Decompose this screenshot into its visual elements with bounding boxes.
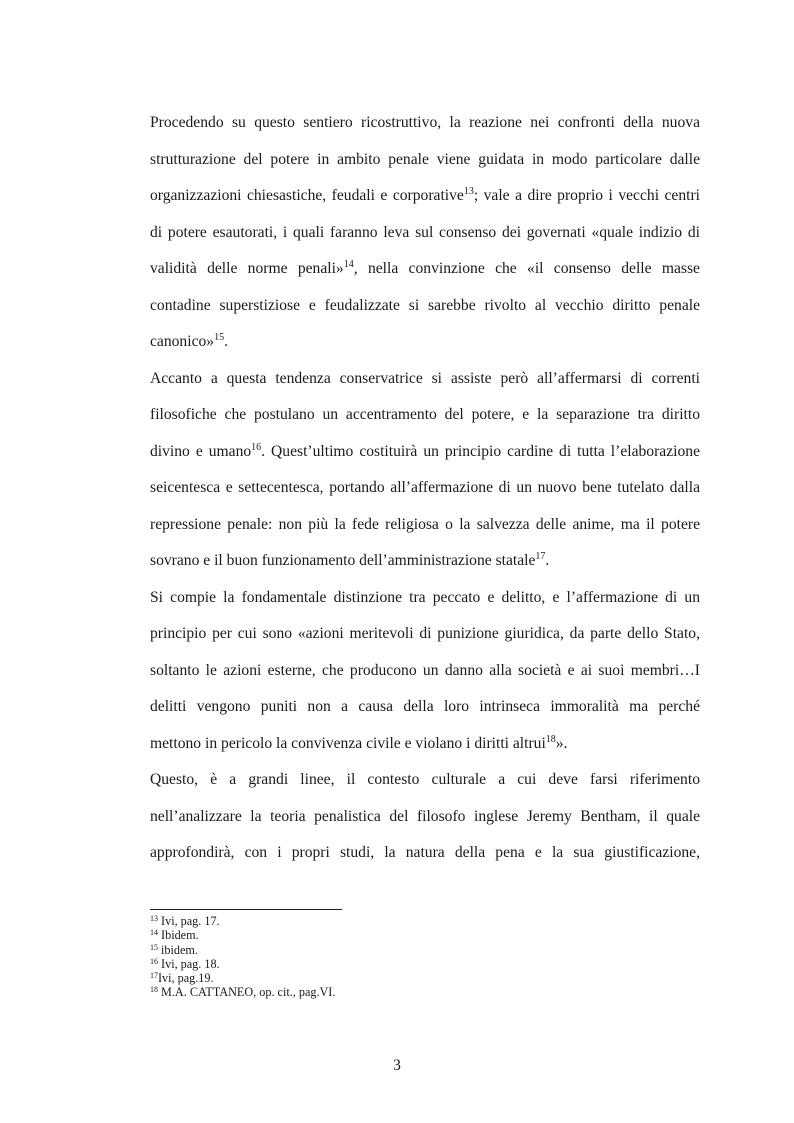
text-segment: repressione penale: non più la fede religiosa o la salvezza delle anime, ma il potere: [150, 515, 700, 533]
footnote: [150, 957, 550, 971]
footnote-number: 18: [150, 985, 158, 995]
text-line: [150, 839, 700, 876]
text-line: [150, 730, 700, 767]
footnote-reference: 15: [214, 332, 225, 343]
text-line: [150, 182, 700, 219]
text-line: [150, 693, 700, 730]
text-segment: Questo, è a grandi linee, il contesto culturale a cui deve farsi riferimento: [150, 771, 700, 788]
text-line: [150, 474, 700, 511]
footnote-separator: [150, 909, 342, 910]
text-segment: Procedendo su questo sentiero ricostruttivo, la reazione nei confronti della nuova: [150, 114, 700, 131]
text-segment: approfondirà, con i propri studi, la natura della pena e la sua giustificazione,: [150, 844, 700, 861]
text-segment: ».: [555, 734, 568, 752]
text-segment: delitti vengono puniti non a causa della loro intrinseca immoralità ma perché: [150, 698, 700, 715]
footnote-number: 16: [150, 956, 158, 966]
footnote: [150, 928, 550, 942]
footnote-reference: 17: [535, 551, 546, 562]
text-line: [150, 109, 700, 146]
footnote-text: Ivi, pag. 18.: [158, 956, 220, 971]
text-segment: validità delle norme penali»: [150, 260, 344, 277]
text-line: [150, 620, 700, 657]
text-segment: ; vale a dire proprio i vecchi centri: [473, 187, 700, 204]
text-line: [150, 292, 700, 329]
text-segment: Si compie la fondamentale distinzione tra peccato e delitto, e l’affermazione di un: [150, 588, 700, 606]
text-segment: contadine superstiziose e feudalizzate si sarebbe rivolto al vecchio diritto penale: [150, 296, 700, 314]
text-segment: nell’analizzare la teoria penalistica del filosofo inglese Jeremy Bentham, il quale: [150, 807, 700, 825]
text-line: [150, 547, 700, 584]
text-line: [150, 511, 700, 548]
text-line: [150, 766, 700, 803]
footnote-text: M.A. CATTANEO, op. cit., pag.VI.: [158, 985, 336, 1000]
text-line: [150, 219, 700, 256]
footnote-text: Ibidem.: [158, 928, 199, 943]
footnote: [150, 971, 550, 985]
body-text: [150, 109, 700, 876]
footnote: [150, 914, 550, 928]
text-segment: .: [224, 333, 228, 350]
footnote-number: 13: [150, 914, 158, 923]
text-segment: soltanto le azioni esterne, che producono un danno alla società e ai suoi membri…I: [150, 661, 700, 679]
text-segment: . Quest’ultimo costituirà un principio cardine di tutta l’elaborazione: [261, 442, 700, 460]
footnote-text: ibidem.: [158, 942, 198, 957]
text-line: [150, 365, 700, 402]
text-line: [150, 146, 700, 183]
footnote-reference: 13: [463, 186, 474, 197]
text-line: [150, 584, 700, 621]
text-segment: di potere esautorati, i quali faranno leva sul consenso dei governati «quale indizio di: [150, 223, 700, 241]
text-segment: , nella convinzione che «il consenso delle masse: [353, 260, 700, 277]
text-line: [150, 657, 700, 694]
footnote-reference: 16: [251, 441, 262, 453]
footnotes: [150, 914, 550, 1000]
text-segment: mettono in pericolo la convivenza civile e violano i diritti altrui: [150, 734, 546, 752]
page-number: 3: [393, 1057, 401, 1074]
text-line: [150, 401, 700, 438]
text-segment: organizzazioni chiesastiche, feudali e corporative: [150, 187, 464, 204]
footnote: [150, 985, 550, 999]
footnote-text: Ivi, pag.19.: [158, 971, 214, 986]
footnote-text: Ivi, pag. 17.: [158, 914, 220, 928]
text-segment: .: [545, 552, 550, 569]
text-segment: principio per cui sono «azioni meritevoli di punizione giuridica, da parte dello Stato,: [150, 625, 700, 642]
footnote: [150, 943, 550, 957]
text-segment: filosofiche che postulano un accentramento del potere, e la separazione tra diritto: [150, 406, 700, 423]
footnote-number: 14: [150, 928, 158, 938]
text-segment: strutturazione del potere in ambito penale viene guidata in modo particolare dalle: [150, 150, 700, 168]
footnote-number: 15: [150, 942, 158, 952]
text-segment: canonico»: [150, 333, 215, 350]
text-segment: Accanto a questa tendenza conservatrice si assiste però all’affermarsi di correnti: [150, 369, 700, 387]
text-line: [150, 255, 700, 292]
text-line: [150, 438, 700, 475]
footnote-reference: 14: [343, 259, 354, 270]
text-segment: divino e umano: [150, 442, 252, 460]
text-segment: seicentesca e settecentesca, portando all’affermazione di un nuovo bene tutelato dalla: [150, 479, 700, 496]
text-line: [150, 328, 700, 365]
text-line: [150, 803, 700, 840]
footnote-reference: 18: [545, 733, 556, 745]
text-segment: sovrano e il buon funzionamento dell’amministrazione statale: [150, 552, 536, 569]
footnote-number: 17: [150, 971, 158, 981]
